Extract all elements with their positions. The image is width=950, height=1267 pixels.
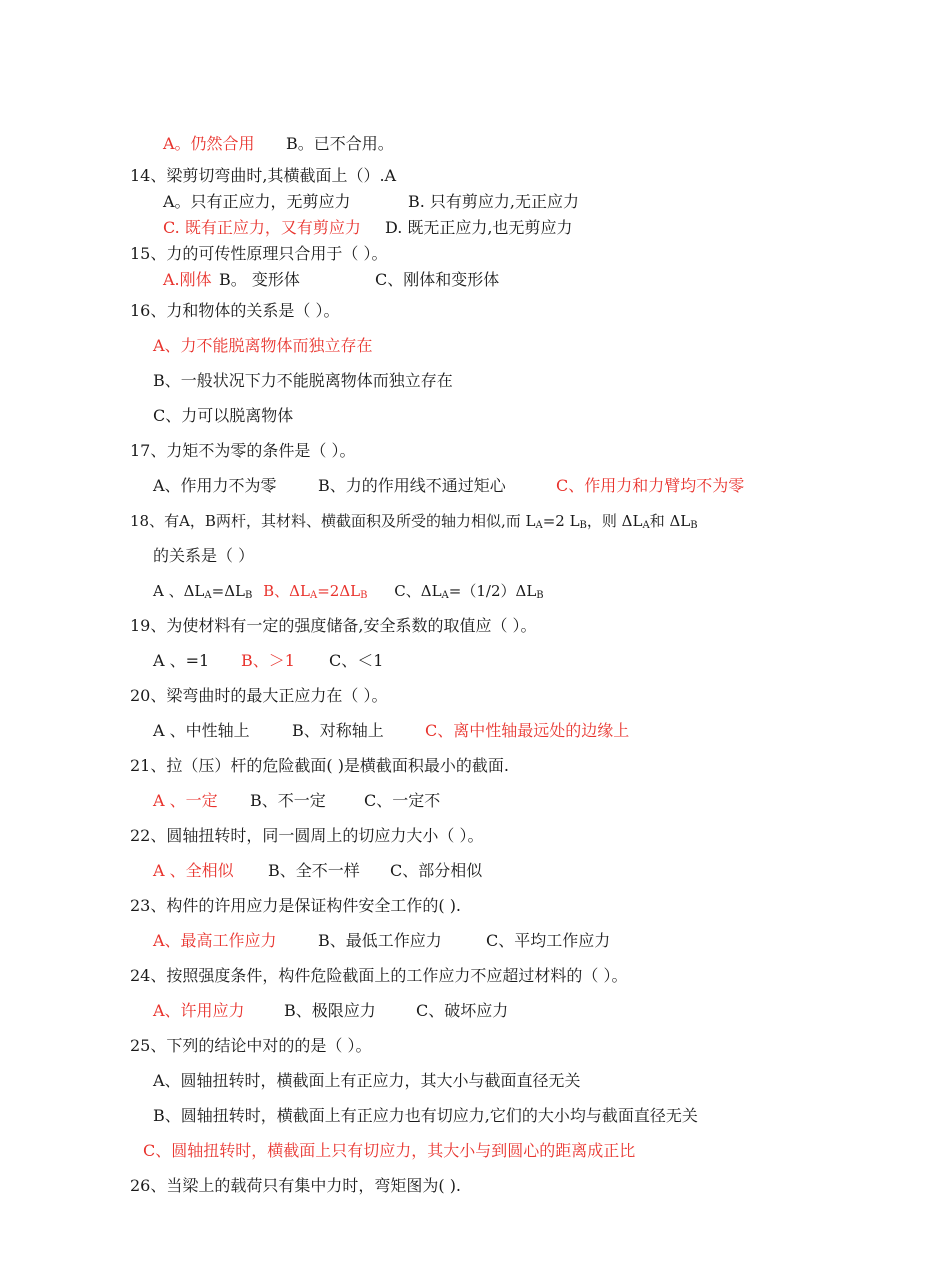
q18-stem-text: =2 L <box>542 512 580 530</box>
q24-option-b: B、极限应力 <box>284 1001 376 1020</box>
q23-option-c: C、平均工作应力 <box>486 931 611 950</box>
q19-option-a: A 、=1 <box>153 651 210 670</box>
q18-stem-text: 18、有A，B两杆，其材料、横截面积及所受的轴力相似,而 L <box>130 512 536 530</box>
q15-option-a: A.刚体 <box>163 270 212 289</box>
q22-stem: 22、圆轴扭转时，同一圆周上的切应力大小（ ）。 <box>130 826 484 845</box>
q23-option-a: A、最高工作应力 <box>153 931 277 950</box>
q16-option-a: A、力不能脱离物体而独立存在 <box>153 336 373 355</box>
q15-option-c: C、刚体和变形体 <box>375 270 500 289</box>
q22-option-a: A 、全相似 <box>153 861 234 880</box>
q14-option-a: A。只有正应力，无剪应力 <box>163 192 351 211</box>
q18-stem-line2: 的关系是（ ） <box>153 546 255 565</box>
q20-option-b: B、对称轴上 <box>292 721 384 740</box>
q24-stem: 24、按照强度条件，构件危险截面上的工作应力不应超过材料的（ ）。 <box>130 966 628 985</box>
subscript-a: A <box>642 520 650 531</box>
q18-stem-text: 和 ΔL <box>649 512 691 530</box>
q15-option-b: B。 变形体 <box>219 270 300 289</box>
q25-option-b: B、圆轴扭转时，横截面上有正应力也有切应力,它们的大小均与截面直径无关 <box>153 1106 698 1125</box>
q18-option-b: B、$\Delta L_A=2\Delta L_B$ <box>263 582 368 601</box>
q25-option-c: C、圆轴扭转时，横截面上只有切应力，其大小与到圆心的距离成正比 <box>143 1141 636 1160</box>
q13-option-a: A。仍然合用 <box>163 134 255 153</box>
q17-stem: 17、力矩不为零的条件是（ ）。 <box>130 441 356 460</box>
subscript-b: B <box>579 520 587 531</box>
q20-option-a: A 、中性轴上 <box>153 721 250 740</box>
subscript-b: B <box>690 520 698 531</box>
q17-option-c: C、作用力和力臂均不为零 <box>556 476 745 495</box>
q18-option-c: C、$\Delta L_A=(1/2)\Delta L_B$ <box>394 582 544 601</box>
q18-options <box>153 581 544 606</box>
q24-option-a: A、许用应力 <box>153 1001 245 1020</box>
q14-option-b: B. 只有剪应力,无正应力 <box>408 192 580 211</box>
q24-option-c: C、破坏应力 <box>416 1001 509 1020</box>
q21-option-a: A 、一定 <box>153 791 218 810</box>
q16-stem: 16、力和物体的关系是（ ）。 <box>130 301 340 320</box>
q19-stem: 19、为使材料有一定的强度储备,安全系数的取值应（ ）。 <box>130 616 537 635</box>
q16-option-c: C、力可以脱离物体 <box>153 406 294 425</box>
q14-stem: 14、梁剪切弯曲时,其横截面上（）.A <box>130 166 397 185</box>
q23-option-b: B、最低工作应力 <box>318 931 442 950</box>
q21-option-c: C、一定不 <box>364 791 441 810</box>
subscript-a: A <box>535 520 543 531</box>
q18-stem <box>130 511 698 536</box>
q22-option-b: B、全不一样 <box>268 861 360 880</box>
q20-stem: 20、梁弯曲时的最大正应力在（ ）。 <box>130 686 388 705</box>
q21-option-b: B、不一定 <box>250 791 326 810</box>
q19-option-b: B、＞1 <box>241 651 295 670</box>
q18-option-a: A 、$\Delta L_A=\Delta L_B$ <box>153 582 253 601</box>
q25-option-a: A、圆轴扭转时，横截面上有正应力，其大小与截面直径无关 <box>153 1071 581 1090</box>
q22-option-c: C、部分相似 <box>390 861 483 880</box>
q26-stem: 26、当梁上的载荷只有集中力时，弯矩图为( ). <box>130 1176 462 1195</box>
q15-stem: 15、力的可传性原理只合用于（ ）。 <box>130 244 388 263</box>
q23-stem: 23、构件的许用应力是保证构件安全工作的( ). <box>130 896 462 915</box>
q21-stem: 21、拉（压）杆的危险截面( )是横截面积最小的截面. <box>130 756 510 775</box>
q18-stem-text: ，则 ΔL <box>586 512 643 530</box>
q17-option-b: B、力的作用线不通过矩心 <box>318 476 506 495</box>
q14-option-d: D. 既无正应力,也无剪应力 <box>385 218 573 237</box>
q13-option-b: B。已不合用。 <box>286 134 394 153</box>
q19-option-c: C、＜1 <box>329 651 384 670</box>
q20-option-c: C、离中性轴最远处的边缘上 <box>425 721 630 740</box>
q25-stem: 25、下列的结论中对的的是（ ）。 <box>130 1036 372 1055</box>
q16-option-b: B、一般状况下力不能脱离物体而独立存在 <box>153 371 453 390</box>
q14-option-c: C. 既有正应力，又有剪应力 <box>163 218 361 237</box>
q17-option-a: A、作用力不为零 <box>153 476 277 495</box>
